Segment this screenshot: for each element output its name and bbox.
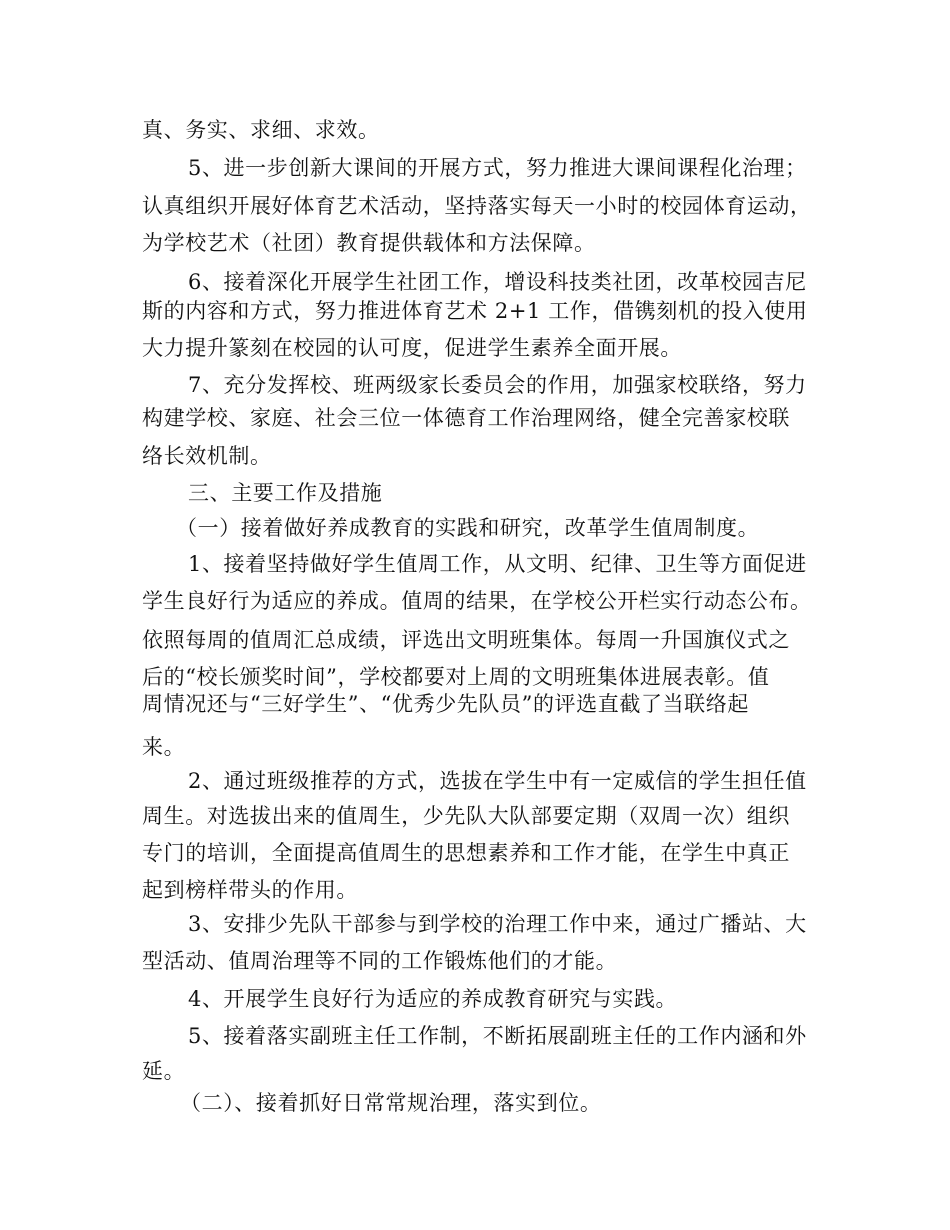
- text-line: 3、安排少先队干部参与到学校的治理工作中来，通过广播站、大: [188, 912, 807, 936]
- text-line: 4、开展学生良好行为适应的养成教育研究与实践。: [188, 987, 678, 1011]
- text-line: 学生良好行为适应的养成。值周的结果，在学校公开栏实行动态公布。: [142, 589, 812, 613]
- subsection-heading: （一）接着做好养成教育的实践和研究，改革学生值周制度。: [176, 516, 760, 540]
- text-line: 来。: [142, 735, 186, 759]
- text-line: 延。: [142, 1059, 186, 1083]
- text-line: 2、通过班级推荐的方式，选拔在学生中有一定威信的学生担任值: [188, 769, 807, 793]
- text-line: 斯的内容和方式，努力推进体育艺术 2+1 工作，借镌刻机的投入使用: [142, 299, 808, 323]
- text-line: 周生。对选拔出来的值周生，少先队大队部要定期（双周一次）组织: [142, 804, 790, 828]
- text-line: 型活动、值周治理等不同的工作锻炼他们的才能。: [142, 949, 618, 973]
- text-line: 真、务实、求细、求效。: [142, 118, 380, 142]
- text-line: 1、接着坚持做好学生值周工作，从文明、纪律、卫生等方面促进: [188, 552, 807, 576]
- section-heading: 三、主要工作及措施: [188, 481, 383, 505]
- text-line: 后的“校长颁奖时间”，学校都要对上周的文明班集体进展表彰。值: [142, 665, 770, 689]
- subsection-heading: （二）、接着抓好日常常规治理，落实到位。: [180, 1091, 602, 1115]
- text-line: 起到榜样带头的作用。: [142, 878, 358, 902]
- text-line: 依照每周的值周汇总成绩，评选出文明班集体。每周一升国旗仪式之: [142, 628, 790, 652]
- text-line: 周情况还与“三好学生”、“优秀少先队员”的评选直截了当联络起: [142, 692, 749, 716]
- text-line: 专门的培训，全面提高值周生的思想素养和工作才能，在学生中真正: [142, 841, 790, 865]
- text-line: 5、进一步创新大课间的开展方式，努力推进大课间课程化治理；: [188, 156, 807, 180]
- text-line: 6、接着深化开展学生社团工作，增设科技类社团，改革校园吉尼: [188, 270, 807, 294]
- text-line: 络长效机制。: [142, 444, 272, 468]
- text-line: 7、充分发挥校、班两级家长委员会的作用，加强家校联络，努力: [188, 373, 807, 397]
- text-line: 构建学校、家庭、社会三位一体德育工作治理网络，健全完善家校联: [142, 406, 790, 430]
- text-line: 大力提升篆刻在校园的认可度，促进学生素养全面开展。: [142, 336, 682, 360]
- text-line: 5、接着落实副班主任工作制，不断拓展副班主任的工作内涵和外: [188, 1024, 807, 1048]
- text-line: 认真组织开展好体育艺术活动，坚持落实每天一小时的校园体育运动，: [142, 194, 812, 218]
- text-line: 为学校艺术（社团）教育提供载体和方法保障。: [142, 231, 596, 255]
